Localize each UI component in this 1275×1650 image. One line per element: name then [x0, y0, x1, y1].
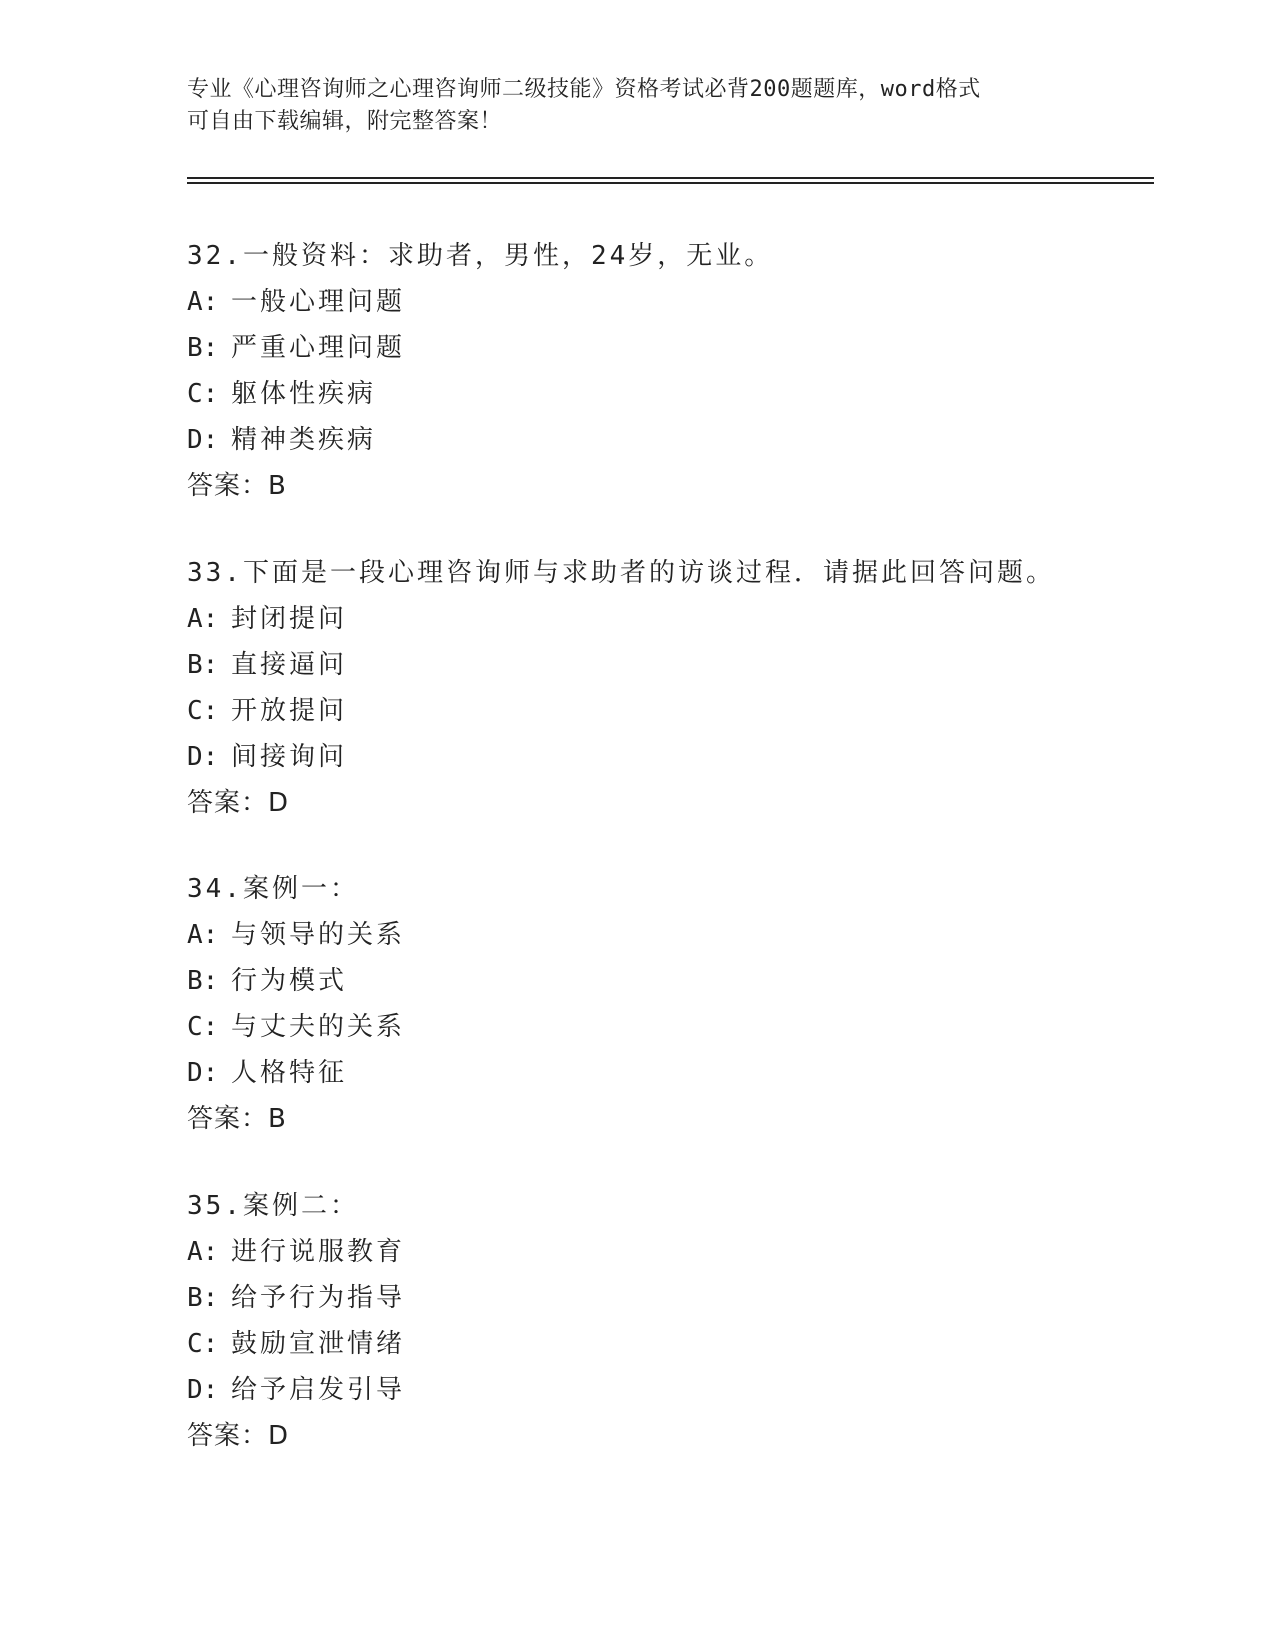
question-stem: 34.案例一：	[187, 874, 359, 904]
option-d	[187, 734, 1147, 780]
option-text: 封闭提问	[231, 604, 348, 634]
option-text: 直接逼问	[231, 650, 348, 680]
option-prefix: A:	[187, 920, 219, 950]
option-prefix: C:	[187, 696, 219, 726]
option-text: 进行说服教育	[231, 1237, 406, 1267]
option-c	[187, 371, 1147, 417]
question-block	[187, 550, 1147, 826]
option-text: 间接询问	[231, 742, 348, 772]
option-d	[187, 1367, 1147, 1413]
question-stem: 35.案例二：	[187, 1191, 359, 1221]
question-block	[187, 233, 1147, 509]
option-a	[187, 1229, 1147, 1275]
option-d	[187, 1050, 1147, 1096]
option-text: 鼓励宣泄情绪	[231, 1329, 406, 1359]
header-divider-bottom	[187, 182, 1154, 184]
option-a	[187, 596, 1147, 642]
option-a	[187, 279, 1147, 325]
option-text: 行为模式	[231, 966, 348, 996]
option-text: 严重心理问题	[231, 333, 406, 363]
option-text: 开放提问	[231, 696, 348, 726]
answer-line: 答案：B	[187, 1104, 287, 1134]
option-text: 给予启发引导	[231, 1375, 406, 1405]
option-b	[187, 642, 1147, 688]
option-text: 给予行为指导	[231, 1283, 406, 1313]
option-prefix: A:	[187, 287, 219, 317]
option-text: 精神类疾病	[231, 425, 377, 455]
option-text: 与丈夫的关系	[231, 1012, 406, 1042]
option-b	[187, 325, 1147, 371]
option-b	[187, 1275, 1147, 1321]
option-text: 与领导的关系	[231, 920, 406, 950]
option-d	[187, 417, 1147, 463]
question-block	[187, 866, 1147, 1142]
question-stem: 33.下面是一段心理咨询师与求助者的访谈过程．请据此回答问题。	[187, 558, 1055, 588]
option-prefix: C:	[187, 379, 219, 409]
option-prefix: C:	[187, 1012, 219, 1042]
option-text: 人格特征	[231, 1058, 348, 1088]
option-text: 一般心理问题	[231, 287, 406, 317]
option-prefix: A:	[187, 604, 219, 634]
option-prefix: B:	[187, 333, 219, 363]
option-prefix: B:	[187, 650, 219, 680]
option-prefix: A:	[187, 1237, 219, 1267]
option-text: 躯体性疾病	[231, 379, 377, 409]
option-c	[187, 1004, 1147, 1050]
option-a	[187, 912, 1147, 958]
option-prefix: C:	[187, 1329, 219, 1359]
option-prefix: D:	[187, 742, 219, 772]
answer-line: 答案：B	[187, 471, 287, 501]
header-divider-top	[187, 177, 1154, 179]
option-b	[187, 958, 1147, 1004]
option-prefix: B:	[187, 966, 219, 996]
header-line-2: 可自由下载编辑，附完整答案！	[187, 109, 503, 134]
question-stem: 32.一般资料：求助者，男性，24岁，无业。	[187, 241, 774, 271]
option-prefix: D:	[187, 425, 219, 455]
question-block	[187, 1183, 1147, 1459]
header-line-1: 专业《心理咨询师之心理咨询师二级技能》资格考试必背200题题库，word格式	[187, 77, 981, 102]
answer-line: 答案：D	[187, 788, 290, 818]
option-c	[187, 1321, 1147, 1367]
option-prefix: D:	[187, 1375, 219, 1405]
answer-line: 答案：D	[187, 1421, 290, 1451]
option-prefix: D:	[187, 1058, 219, 1088]
option-prefix: B:	[187, 1283, 219, 1313]
document-header	[187, 74, 1087, 138]
option-c	[187, 688, 1147, 734]
